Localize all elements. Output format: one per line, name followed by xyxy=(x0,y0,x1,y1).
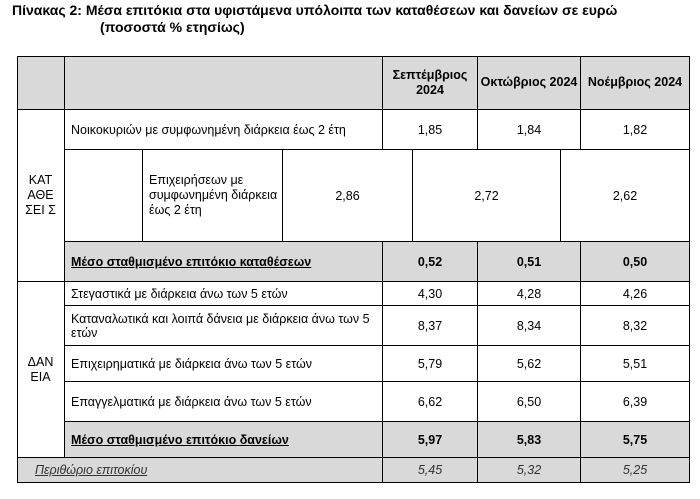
title-line-2: (ποσοστά % ετησίως) xyxy=(100,19,245,35)
loan-professional-oct: 6,50 xyxy=(478,382,581,422)
deposit-households-nov: 1,82 xyxy=(581,110,690,150)
margin-sep: 5,45 xyxy=(383,458,478,483)
deposit-business-nov: 2,62 xyxy=(561,150,690,242)
header-label-blank xyxy=(65,56,383,110)
loan-consumer-oct: 8,34 xyxy=(478,306,581,346)
loan-professional-label: Επαγγελματικά με διάρκεια άνω των 5 ετών xyxy=(65,382,383,422)
col-header-sep: Σεπτέμβριος 2024 xyxy=(383,56,478,110)
deposit-average-label: Μέσο σταθμισμένο επιτόκιο καταθέσεων xyxy=(65,242,383,282)
deposit-business-oct: 2,72 xyxy=(413,150,561,242)
rates-table xyxy=(17,56,690,483)
deposits-section-label: ΚΑΤ ΑΘΕ ΣΕΙ Σ xyxy=(17,110,65,282)
deposit-business-sep: 2,86 xyxy=(283,150,413,242)
margin-nov: 5,25 xyxy=(581,458,690,483)
deposit-business-label: Επιχειρήσεων με συμφωνημένη διάρκεια έως 2 έτη xyxy=(143,150,283,242)
loan-business-oct: 5,62 xyxy=(478,346,581,382)
loan-business-nov: 5,51 xyxy=(581,346,690,382)
loan-consumer-nov: 8,32 xyxy=(581,306,690,346)
loan-mortgage-label: Στεγαστικά με διάρκεια άνω των 5 ετών xyxy=(65,282,383,306)
loan-mortgage-oct: 4,28 xyxy=(478,282,581,306)
deposit-average-oct: 0,51 xyxy=(478,242,581,282)
loan-business-sep: 5,79 xyxy=(383,346,478,382)
loan-professional-nov: 6,39 xyxy=(581,382,690,422)
title-line-1: Πίνακας 2: Μέσα επιτόκια στα υφιστάμενα υπόλοιπα των καταθέσεων και δανείων σε ευρώ xyxy=(12,2,618,18)
deposit-average-sep: 0,52 xyxy=(383,242,478,282)
col-header-nov: Νοέμβριος 2024 xyxy=(581,56,690,110)
deposit-households-label: Νοικοκυριών με συμφωνημένη διάρκεια έως 2 έτη xyxy=(65,110,383,150)
loan-consumer-label: Καταναλωτικά και λοιπά δάνεια με διάρκεια άνω των 5 ετών xyxy=(65,306,383,346)
loans-section-label: ΔΑΝ ΕΙΑ xyxy=(17,282,65,458)
deposit-households-oct: 1,84 xyxy=(478,110,581,150)
loan-consumer-sep: 8,37 xyxy=(383,306,478,346)
loan-mortgage-sep: 4,30 xyxy=(383,282,478,306)
loan-business-label: Επιχειρηματικά με διάρκεια άνω των 5 ετών xyxy=(65,346,383,382)
deposit-households-sep: 1,85 xyxy=(383,110,478,150)
loan-average-oct: 5,83 xyxy=(478,422,581,458)
deposit-business-spacer xyxy=(65,150,143,242)
loan-average-label: Μέσο σταθμισμένο επιτόκιο δανείων xyxy=(65,422,383,458)
deposit-average-nov: 0,50 xyxy=(581,242,690,282)
col-header-oct: Οκτώβριος 2024 xyxy=(478,56,581,110)
header-corner xyxy=(17,56,65,110)
margin-oct: 5,32 xyxy=(478,458,581,483)
loan-professional-sep: 6,62 xyxy=(383,382,478,422)
loan-average-sep: 5,97 xyxy=(383,422,478,458)
loan-mortgage-nov: 4,26 xyxy=(581,282,690,306)
table-title xyxy=(12,2,700,36)
loan-average-nov: 5,75 xyxy=(581,422,690,458)
margin-label: Περιθώριο επιτοκίου xyxy=(17,458,383,483)
